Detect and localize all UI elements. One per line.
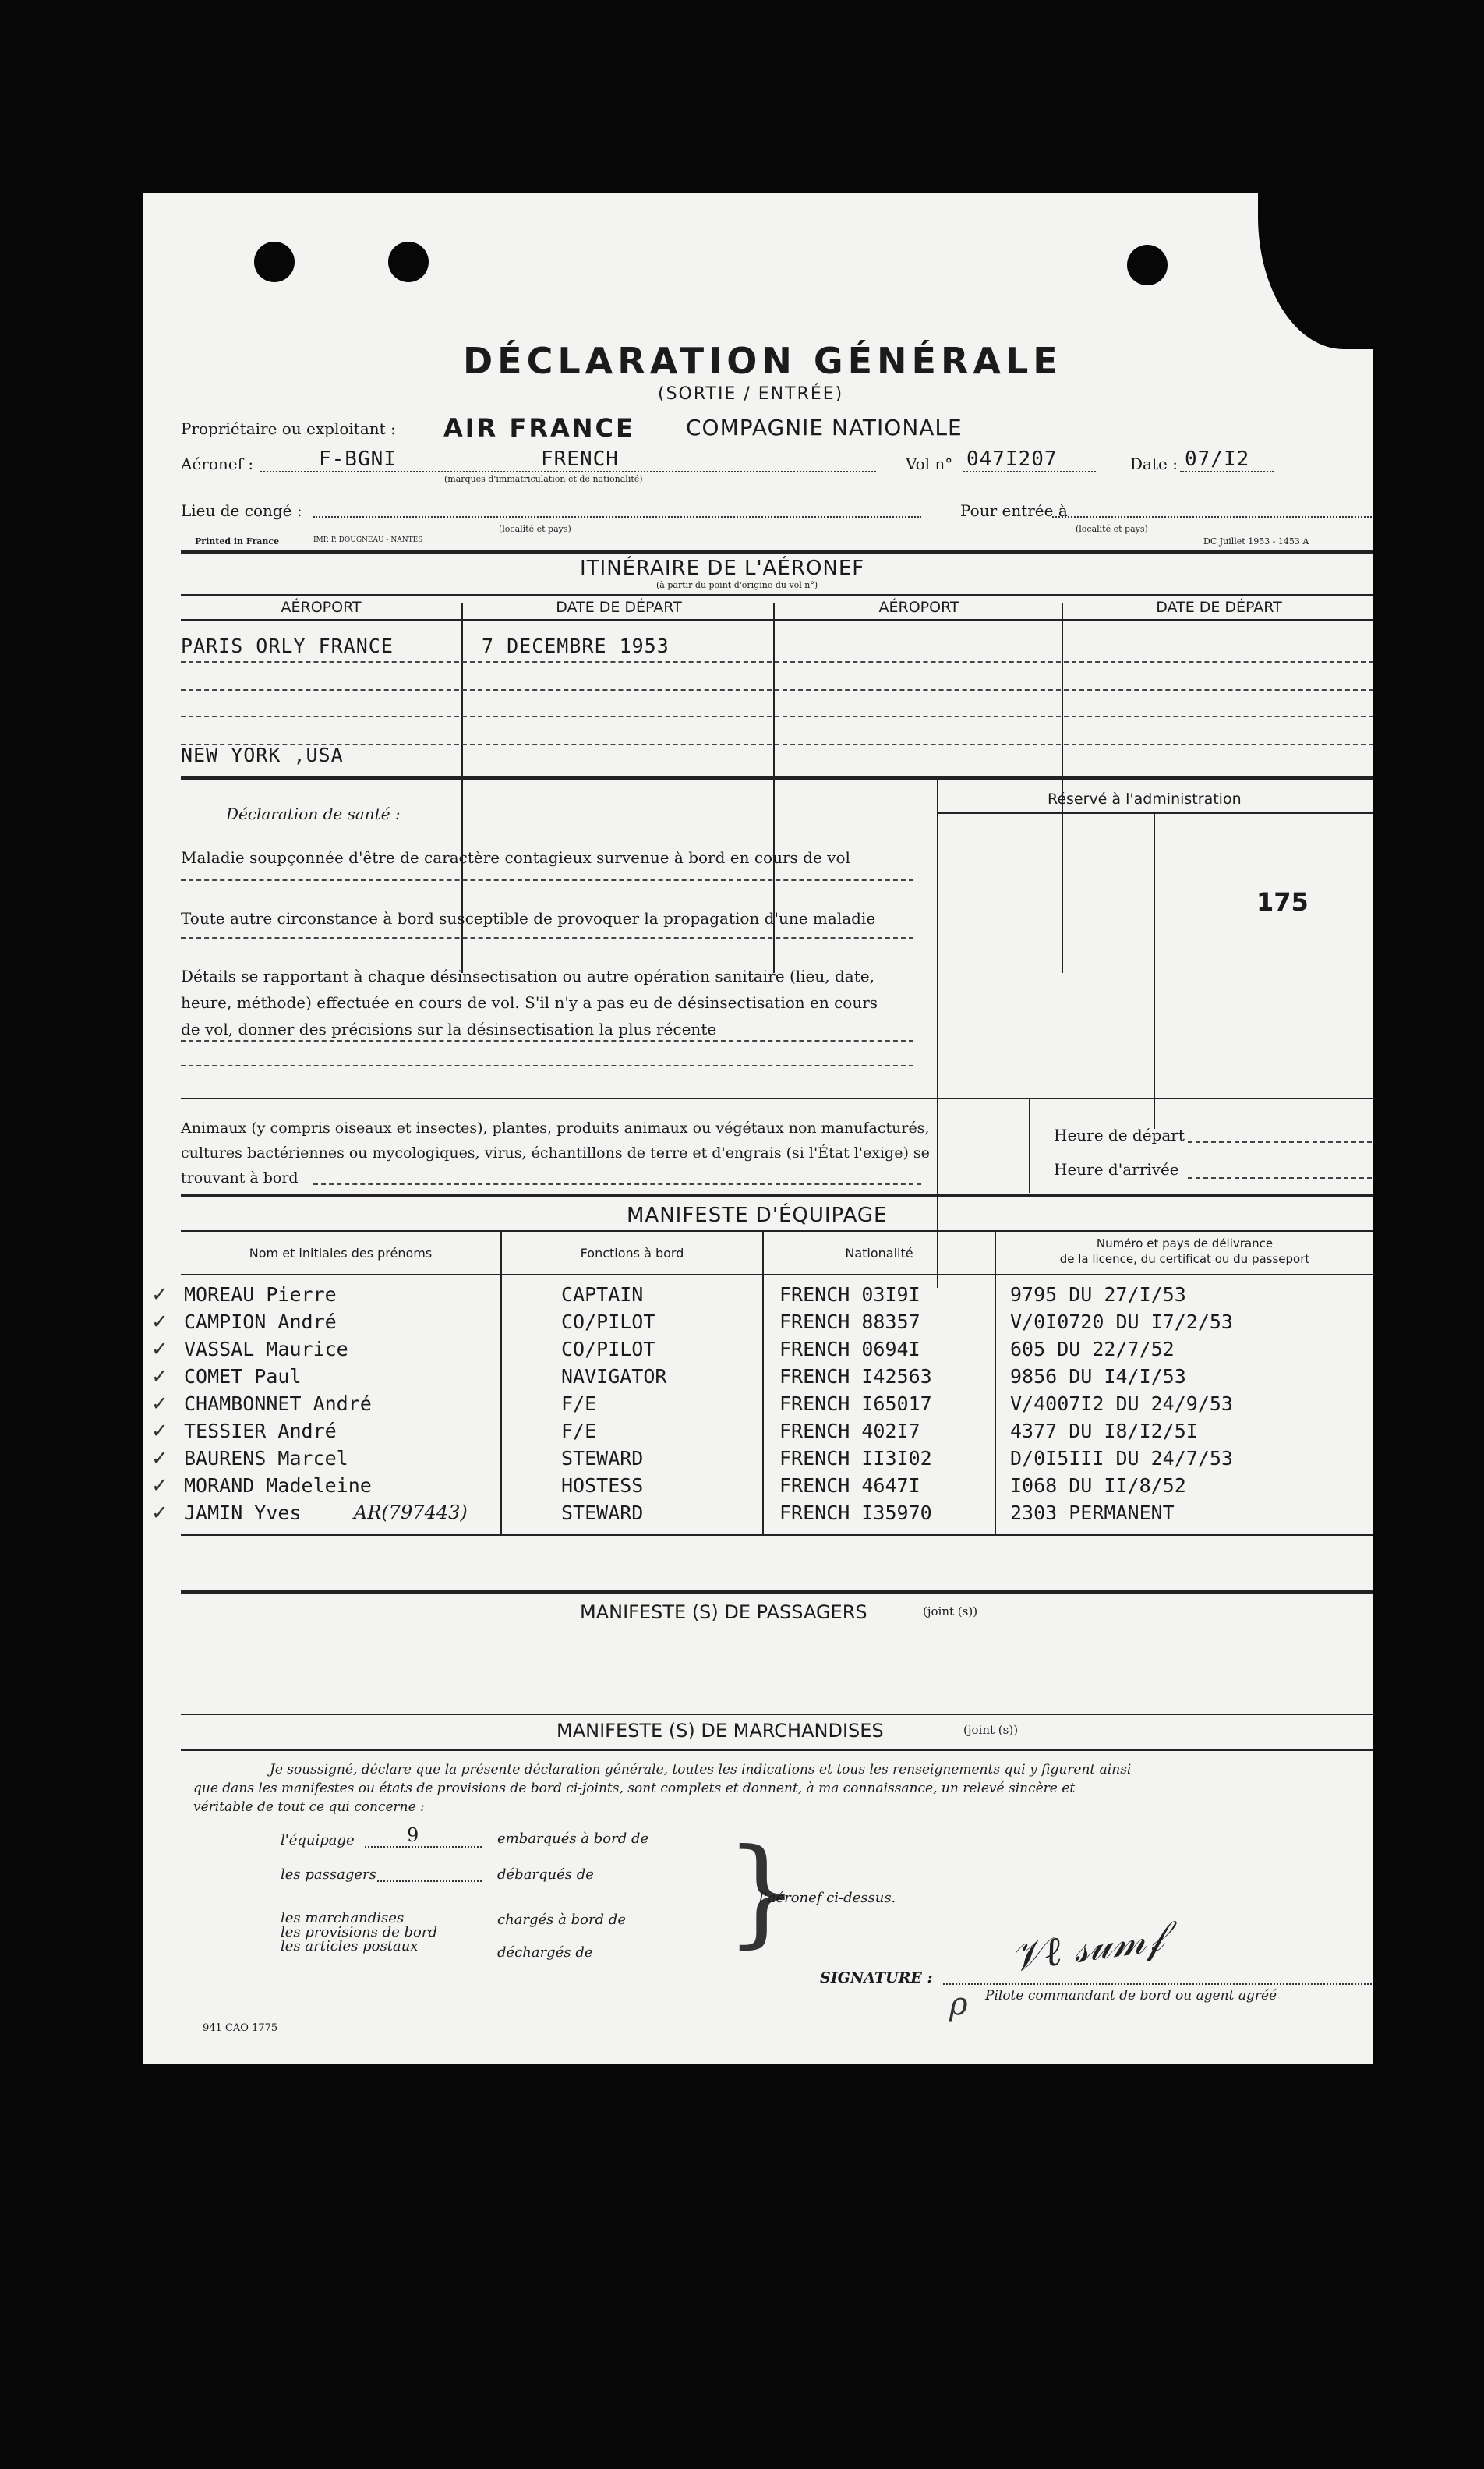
- crew-name: CHAMBONNET André: [184, 1392, 372, 1415]
- itinerary-header-date-2: DATE DE DÉPART: [1156, 599, 1282, 616]
- cargo-label: les marchandises: [281, 1910, 405, 1926]
- form-title: DÉCLARATION GÉNÉRALE: [463, 340, 1062, 382]
- crew-name: CAMPION André: [184, 1311, 337, 1333]
- disembarked-label: débarqués de: [497, 1866, 594, 1883]
- itinerary-header-date: DATE DE DÉPART: [556, 599, 682, 616]
- itinerary-note: (à partir du point d'origine du vol n°): [656, 580, 818, 590]
- declaration-form-page: [143, 193, 1373, 2064]
- crew-label: l'équipage: [281, 1832, 355, 1848]
- checkmark-icon: ✓: [151, 1502, 168, 1525]
- declaration-line-1: Je soussigné, déclare que la présente déclaration générale, toutes les indications et tous les renseignements qui y figurent ainsi: [270, 1762, 1132, 1777]
- departure-time-label: Heure de départ: [1054, 1126, 1185, 1144]
- owner-value: AIR FRANCE: [443, 413, 635, 443]
- crew-header-function: Fonctions à bord: [580, 1246, 684, 1261]
- health-line-1: Maladie soupçonnée d'être de caractère contagieux survenue à bord en cours de vol: [181, 848, 850, 867]
- itinerary-header-airport: AÉROPORT: [281, 599, 362, 616]
- crew-function: CO/PILOT: [561, 1311, 655, 1333]
- health-line-3b: heure, méthode) effectuée en cours de vol. S'il n'y a pas eu de désinsectisation en cours: [181, 993, 878, 1012]
- crew-name: COMET Paul: [184, 1365, 302, 1388]
- torn-corner: [1258, 193, 1375, 349]
- owner-label: Propriétaire ou exploitant :: [181, 419, 396, 438]
- crew-row: [143, 1365, 1373, 1392]
- crew-nationality: FRENCH I65017: [779, 1392, 932, 1415]
- crew-licence: 9856 DU I4/I/53: [1010, 1365, 1186, 1388]
- printer-note: IMP. P. DOUGNEAU - NANTES: [313, 536, 423, 544]
- crew-function: CAPTAIN: [561, 1283, 644, 1306]
- crew-licence: I068 DU II/8/52: [1010, 1474, 1186, 1497]
- crew-licence: 9795 DU 27/I/53: [1010, 1283, 1186, 1306]
- crew-licence: 2303 PERMANENT: [1010, 1502, 1175, 1524]
- loaded-label: chargés à bord de: [497, 1912, 626, 1928]
- flight-value: 047I207: [966, 447, 1058, 471]
- crew-row: [143, 1502, 1373, 1529]
- crew-nationality: FRENCH II3I02: [779, 1447, 932, 1470]
- registration-note: (marques d'immatriculation et de nationalité): [444, 474, 643, 484]
- animals-line-1: Animaux (y compris oiseaux et insectes), plantes, produits animaux ou végétaux non manufacturés,: [181, 1120, 930, 1137]
- crew-licence: 4377 DU I8/I2/5I: [1010, 1420, 1198, 1442]
- locality-note: (localité et pays): [499, 524, 571, 534]
- itinerary-date-1: 7 DECEMBRE 1953: [482, 635, 670, 657]
- brace-icon: }: [725, 1824, 800, 1960]
- passengers-label: les passagers: [281, 1866, 376, 1883]
- itinerary-airport-1: PARIS ORLY FRANCE: [181, 635, 394, 657]
- punch-hole: [388, 242, 429, 282]
- crew-function: F/E: [561, 1392, 597, 1415]
- crew-function: NAVIGATOR: [561, 1365, 667, 1388]
- date-value: 07/I2: [1185, 447, 1250, 471]
- arrival-label: Pour entrée à: [960, 501, 1068, 520]
- form-reference: DC Juillet 1953 - 1453 A: [1203, 536, 1309, 547]
- registration-value: F-BGNI: [319, 447, 397, 471]
- aircraft-label: Aéronef :: [181, 455, 254, 473]
- cargo-joint: (joint (s)): [963, 1723, 1019, 1737]
- crew-name: VASSAL Maurice: [184, 1338, 348, 1360]
- crew-row: [143, 1311, 1373, 1338]
- crew-nationality: FRENCH 88357: [779, 1311, 920, 1333]
- punch-hole: [254, 242, 295, 282]
- crew-function: CO/PILOT: [561, 1338, 655, 1360]
- crew-row: [143, 1474, 1373, 1502]
- crew-row: [143, 1283, 1373, 1311]
- handwritten-initial: ρ: [949, 1986, 968, 2022]
- crew-function: F/E: [561, 1420, 597, 1442]
- checkmark-icon: ✓: [151, 1420, 168, 1443]
- crew-header-name: Nom et initiales des prénoms: [249, 1246, 433, 1261]
- crew-name: JAMIN Yves: [184, 1502, 302, 1524]
- crew-nationality: FRENCH 03I9I: [779, 1283, 920, 1306]
- signature-note: Pilote commandant de bord ou agent agréé: [985, 1988, 1277, 2004]
- mail-label: les articles postaux: [281, 1938, 419, 1954]
- passengers-title: MANIFESTE (S) DE PASSAGERS: [580, 1601, 867, 1623]
- flight-label: Vol n°: [906, 455, 953, 473]
- crew-header-licence-1: Numéro et pays de délivrance: [1096, 1236, 1274, 1250]
- crew-name: TESSIER André: [184, 1420, 337, 1442]
- aircraft-above-label: l'aéronef ci-dessus.: [759, 1890, 896, 1906]
- crew-function: HOSTESS: [561, 1474, 644, 1497]
- crew-header-nationality: Nationalité: [845, 1246, 913, 1261]
- form-subtitle: (SORTIE / ENTRÉE): [658, 384, 844, 404]
- health-line-2: Toute autre circonstance à bord susceptible de provoquer la propagation d'une maladie: [181, 909, 876, 928]
- crew-licence: D/0I5III DU 24/7/53: [1010, 1447, 1233, 1470]
- crew-header-licence-2: de la licence, du certificat ou du passeport: [1059, 1252, 1310, 1266]
- crew-name: BAURENS Marcel: [184, 1447, 348, 1470]
- itinerary-airport-2: NEW YORK ,USA: [181, 744, 344, 766]
- declaration-line-2: que dans les manifestes ou états de provisions de bord ci-joints, sont complets et donnent, à ma connaissance, un relevé sincère et: [193, 1781, 1076, 1796]
- crew-nationality: FRENCH 402I7: [779, 1420, 920, 1442]
- health-line-3a: Détails se rapportant à chaque désinsectisation ou autre opération sanitaire (lieu, date,: [181, 967, 874, 985]
- health-line-3c: de vol, donner des précisions sur la désinsectisation la plus récente: [181, 1020, 717, 1038]
- health-title: Déclaration de santé :: [226, 805, 401, 823]
- signature-mark: 𝒱ℓ 𝓈𝓊𝓂𝒻: [1007, 1913, 1167, 1982]
- crew-function: STEWARD: [561, 1447, 644, 1470]
- crew-name: MORAND Madeleine: [184, 1474, 372, 1497]
- provisions-label: les provisions de bord: [281, 1924, 438, 1940]
- punch-hole: [1127, 245, 1168, 285]
- embarked-label: embarqués à bord de: [497, 1831, 649, 1847]
- crew-title: MANIFESTE D'ÉQUIPAGE: [627, 1204, 888, 1227]
- passengers-joint: (joint (s)): [923, 1604, 978, 1618]
- crew-licence: V/0I0720 DU I7/2/53: [1010, 1311, 1233, 1333]
- checkmark-icon: ✓: [151, 1447, 168, 1470]
- declaration-line-3: véritable de tout ce qui concerne :: [193, 1799, 425, 1815]
- crew-nationality: FRENCH 0694I: [779, 1338, 920, 1360]
- checkmark-icon: ✓: [151, 1338, 168, 1361]
- departure-place-label: Lieu de congé :: [181, 501, 302, 520]
- nationality-value: FRENCH: [541, 447, 619, 471]
- animals-line-3: trouvant à bord: [181, 1169, 299, 1187]
- handwritten-note: AR(797443): [354, 1502, 468, 1523]
- crew-nationality: FRENCH I35970: [779, 1502, 932, 1524]
- date-label: Date :: [1130, 455, 1178, 473]
- animals-line-2: cultures bactériennes ou mycologiques, virus, échantillons de terre et d'engrais (si l'État l'exige) se: [181, 1144, 930, 1162]
- crew-row: [143, 1338, 1373, 1365]
- checkmark-icon: ✓: [151, 1365, 168, 1388]
- crew-nationality: FRENCH I42563: [779, 1365, 932, 1388]
- arrival-time-label: Heure d'arrivée: [1054, 1160, 1179, 1179]
- crew-row: [143, 1447, 1373, 1474]
- crew-licence: 605 DU 22/7/52: [1010, 1338, 1175, 1360]
- form-code: 941 CAO 1775: [203, 2022, 278, 2034]
- cargo-title: MANIFESTE (S) DE MARCHANDISES: [556, 1720, 884, 1742]
- itinerary-header-airport-2: AÉROPORT: [878, 599, 959, 616]
- checkmark-icon: ✓: [151, 1392, 168, 1416]
- crew-row: [143, 1392, 1373, 1420]
- checkmark-icon: ✓: [151, 1311, 168, 1334]
- crew-name: MOREAU Pierre: [184, 1283, 337, 1306]
- checkmark-icon: ✓: [151, 1283, 168, 1307]
- crew-count: 9: [407, 1824, 419, 1846]
- owner-value-2: COMPAGNIE NATIONALE: [686, 415, 963, 440]
- printed-label: Printed in France: [195, 536, 280, 547]
- crew-function: STEWARD: [561, 1502, 644, 1524]
- signature-label: SIGNATURE :: [820, 1969, 933, 1986]
- locality-note-2: (localité et pays): [1076, 524, 1148, 534]
- crew-licence: V/4007I2 DU 24/9/53: [1010, 1392, 1233, 1415]
- crew-nationality: FRENCH 4647I: [779, 1474, 920, 1497]
- checkmark-icon: ✓: [151, 1474, 168, 1498]
- itinerary-title: ITINÉRAIRE DE L'AÉRONEF: [580, 557, 865, 580]
- admin-number: 175: [1256, 887, 1309, 917]
- crew-row: [143, 1420, 1373, 1447]
- unloaded-label: déchargés de: [497, 1944, 593, 1961]
- admin-title: Réservé à l'administration: [1048, 791, 1242, 808]
